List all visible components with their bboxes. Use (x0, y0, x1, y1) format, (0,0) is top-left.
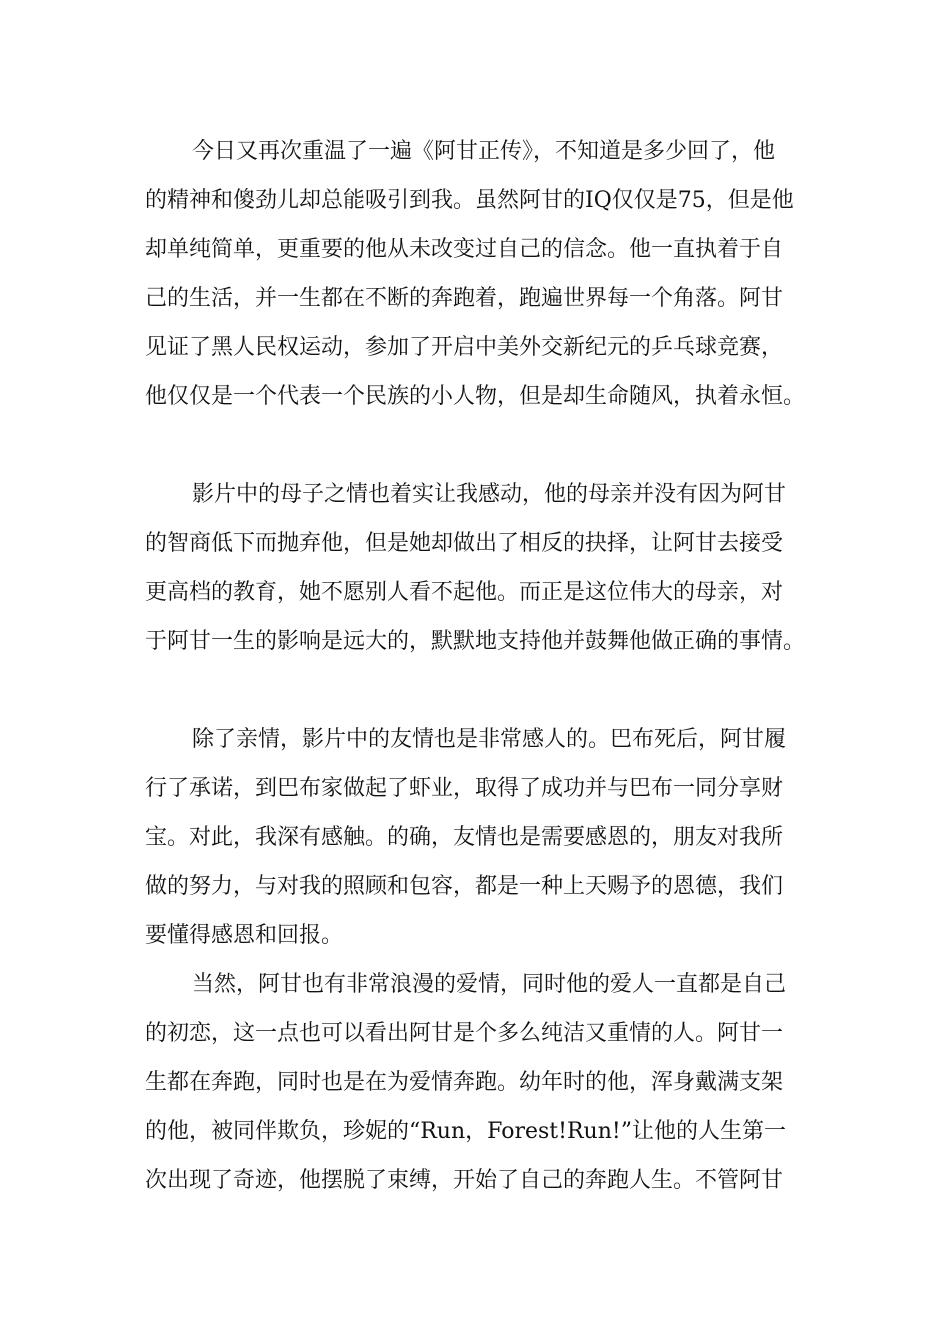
paragraph-2-line-4: 于阿甘一生的影响是远大的，默默地支持他并鼓舞他做正确的事情。 (145, 629, 806, 654)
paragraph-2-line-1: 影片中的母子之情也着实让我感动，他的母亲并没有因为阿甘 (192, 482, 787, 507)
paragraph-1-line-2: 的精神和傻劲儿却总能吸引到我。虽然阿甘的IQ仅仅是75，但是他 (145, 188, 794, 213)
paragraph-1-line-4: 己的生活，并一生都在不断的奔跑着，跑遍世界每一个角落。阿甘 (145, 286, 784, 311)
paragraph-1-line-1: 今日又再次重温了一遍《阿甘正传》，不知道是多少回了，他 (192, 139, 776, 164)
paragraph-3-line-4: 做的努力，与对我的照顾和包容，都是一种上天赐予的恩德，我们 (145, 874, 784, 899)
paragraph-3-line-2: 行了承诺，到巴布家做起了虾业，取得了成功并与巴布一同分享财 (145, 776, 784, 801)
paragraph-4-line-5: 次出现了奇迹，他摆脱了束缚，开始了自己的奔跑人生。不管阿甘 (145, 1168, 784, 1193)
paragraph-1-line-3: 却单纯简单，更重要的他从未改变过自己的信念。他一直执着于自 (145, 237, 784, 262)
paragraph-4-line-1: 当然，阿甘也有非常浪漫的爱情，同时他的爱人一直都是自己 (192, 972, 787, 997)
paragraph-4-line-3: 生都在奔跑，同时也是在为爱情奔跑。幼年时的他，浑身戴满支架 (145, 1070, 784, 1095)
paragraph-3-line-5: 要懂得感恩和回报。 (145, 923, 344, 948)
paragraph-2-line-3: 更高档的教育，她不愿别人看不起他。而正是这位伟大的母亲，对 (145, 580, 784, 605)
paragraph-3-line-1: 除了亲情，影片中的友情也是非常感人的。巴布死后，阿甘履 (192, 727, 787, 752)
paragraph-1-line-5: 见证了黑人民权运动，参加了开启中美外交新纪元的乒乓球竞赛， (145, 335, 784, 360)
paragraph-2-line-2: 的智商低下而抛弃他，但是她却做出了相反的抉择，让阿甘去接受 (145, 531, 784, 556)
paragraph-4-line-4: 的他，被同伴欺负，珍妮的“Run，Forest!Run!”让他的人生第一 (145, 1119, 786, 1144)
paragraph-4-line-2: 的初恋，这一点也可以看出阿甘是个多么纯洁又重情的人。阿甘一 (145, 1021, 784, 1046)
paragraph-3-line-3: 宝。对此，我深有感触。的确，友情也是需要感恩的，朋友对我所 (145, 825, 784, 850)
paragraph-1-line-6: 他仅仅是一个代表一个民族的小人物，但是却生命随风，执着永恒。 (145, 384, 806, 409)
